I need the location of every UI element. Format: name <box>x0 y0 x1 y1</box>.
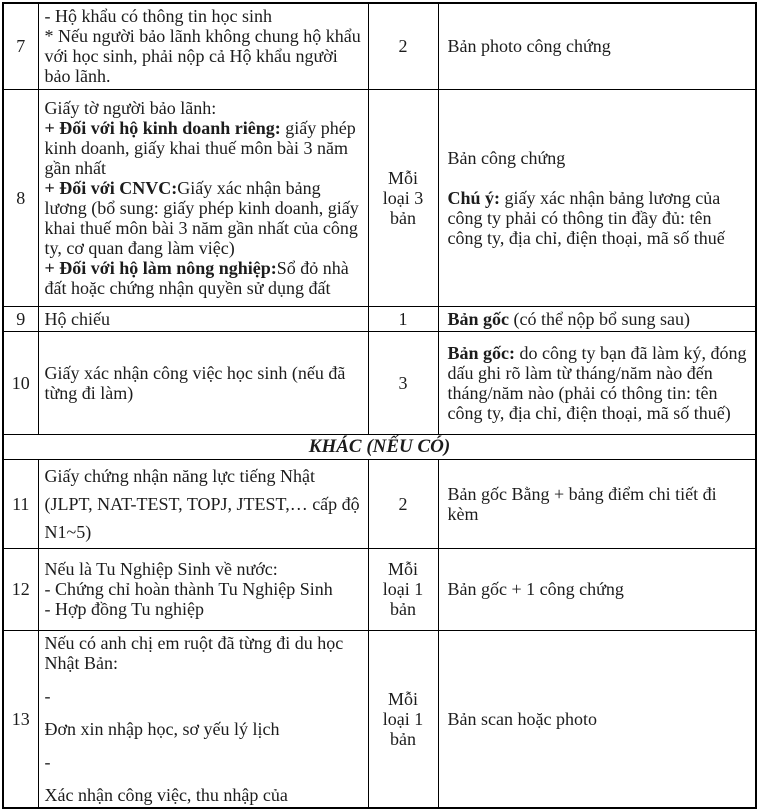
paragraph <box>448 343 748 423</box>
row-number-cell: 13 <box>3 630 38 808</box>
quantity-cell: 1 <box>368 306 438 331</box>
paragraph <box>45 118 364 178</box>
text-run: Bản gốc + 1 công chứng <box>447 579 624 599</box>
paragraph <box>45 559 364 579</box>
text-run: Nếu có anh chị em ruột đã từng đi du học Nhật Bản: <box>44 632 344 673</box>
row-number-cell: 10 <box>3 331 38 434</box>
paragraph <box>45 6 364 26</box>
text-run: (có thể nộp bổ sung sau) <box>509 308 690 329</box>
paragraph <box>45 785 364 805</box>
note-cell <box>438 459 756 548</box>
paragraph <box>45 633 364 673</box>
quantity-cell: Mỗi loại 1 bản <box>368 630 438 808</box>
text-run: Bản công chứng <box>447 147 566 168</box>
note-cell <box>438 548 756 630</box>
section-row <box>3 434 756 459</box>
paragraph <box>448 309 748 329</box>
text-run: giấy phép kinh doanh, giấy khai thuế môn bài 3 năm gần nhất <box>44 117 356 178</box>
text-run: Hộ chiếu <box>44 308 110 329</box>
quantity-cell: 2 <box>368 459 438 548</box>
text-run: - Chứng chỉ hoàn thành Tu Nghiệp Sinh <box>44 579 333 599</box>
table-row-9 <box>3 306 756 331</box>
note-cell <box>438 89 756 306</box>
paragraph <box>448 484 748 524</box>
text-run: - <box>44 751 51 772</box>
document-description-cell <box>38 459 368 548</box>
document-description-cell <box>38 630 368 808</box>
paragraph <box>448 36 748 56</box>
bold-text-run: Bản gốc <box>447 308 510 329</box>
paragraph <box>45 686 364 706</box>
table-row-10 <box>3 331 756 434</box>
text-run: Đơn xin nhập học, sơ yếu lý lịch <box>44 718 280 739</box>
document-table-body <box>3 3 756 808</box>
document-description-cell <box>38 331 368 434</box>
note-cell <box>438 331 756 434</box>
paragraph <box>45 178 364 258</box>
text-run: do công ty bạn đã làm ký, đóng dấu ghi rõ làm từ tháng/năm nào đến tháng/năm nào (phải có thông tin: tên công ty, địa chỉ, điện thoại, mã số thuế) <box>447 342 747 423</box>
document-description-cell <box>38 548 368 630</box>
quantity-cell: 2 <box>368 3 438 89</box>
row-number-cell: 9 <box>3 306 38 331</box>
note-cell <box>438 630 756 808</box>
document-description-cell <box>38 306 368 331</box>
row-number-cell: 12 <box>3 548 38 630</box>
text-run: Bản gốc Bằng + bảng điểm chi tiết đi kèm <box>447 483 717 524</box>
section-title: KHÁC (NẾU CÓ) <box>3 434 756 459</box>
text-run: Xác nhận công việc, thu nhập của <box>44 784 288 805</box>
paragraph <box>448 709 748 729</box>
text-run: - Hợp đồng Tu nghiệp <box>44 599 205 619</box>
paragraph <box>448 579 748 599</box>
text-run: - <box>44 685 51 706</box>
paragraph <box>45 752 364 772</box>
paragraph <box>45 462 364 546</box>
text-run: Sổ đỏ nhà đất hoặc chứng nhận quyền sử dụng đất <box>44 257 349 298</box>
table-row-11 <box>3 459 756 548</box>
row-number-cell: 11 <box>3 459 38 548</box>
text-run: Giấy tờ người bảo lãnh: <box>44 97 217 118</box>
quantity-cell: Mỗi loại 3 bản <box>368 89 438 306</box>
table-row-12 <box>3 548 756 630</box>
bold-text-run: + Đối với hộ kinh doanh riêng: <box>44 117 281 138</box>
paragraph <box>45 98 364 118</box>
bold-text-run: + Đối với CNVC: <box>44 177 178 198</box>
paragraph <box>448 148 748 168</box>
document-description-cell <box>38 89 368 306</box>
paragraph <box>45 26 364 86</box>
quantity-cell: Mỗi loại 1 bản <box>368 548 438 630</box>
bold-text-run: Chú ý: <box>447 187 501 208</box>
paragraph <box>45 579 364 599</box>
text-run: Giấy xác nhận công việc học sinh (nếu đã từng đi làm) <box>44 362 346 403</box>
row-number-cell: 7 <box>3 3 38 89</box>
text-run: giấy xác nhận bảng lương của công ty phải có thông tin đầy đủ: tên công ty, địa chỉ, điện thoại, mã số thuế <box>447 187 725 248</box>
text-run: - Hộ khẩu có thông tin học sinh <box>44 6 272 27</box>
note-cell <box>438 306 756 331</box>
text-run: Giấy chứng nhận năng lực tiếng Nhật (JLPT, NAT-TEST, TOPJ, JTEST,… cấp độ N1~5) <box>44 465 360 542</box>
note-cell <box>438 3 756 89</box>
text-run: Bản photo công chứng <box>447 36 611 57</box>
text-run: * Nếu người bảo lãnh không chung hộ khẩu với học sinh, phải nộp cả Hộ khẩu người bảo lãnh. <box>44 26 361 87</box>
row-number-cell: 8 <box>3 89 38 306</box>
table-row-8 <box>3 89 756 306</box>
bold-text-run: Bản gốc: <box>447 342 515 363</box>
paragraph <box>45 363 364 403</box>
table-row-13 <box>3 630 756 808</box>
paragraph <box>45 719 364 739</box>
paragraph <box>45 258 364 298</box>
quantity-cell: 3 <box>368 331 438 434</box>
text-run: Nếu là Tu Nghiệp Sinh về nước: <box>44 559 278 579</box>
paragraph <box>448 188 748 248</box>
paragraph <box>45 309 364 329</box>
document-description-cell <box>38 3 368 89</box>
bold-text-run: + Đối với hộ làm nông nghiệp: <box>44 257 277 278</box>
table-row-7 <box>3 3 756 89</box>
document-table <box>2 2 757 809</box>
text-run: Giấy xác nhận bảng lương (bổ sung: giấy phép kinh doanh, giấy khai thuế môn bài 3 năm gần nhất của công ty, cơ quan đang làm việc) <box>44 177 359 258</box>
paragraph <box>45 599 364 619</box>
text-run: Bản scan hoặc photo <box>447 708 597 729</box>
